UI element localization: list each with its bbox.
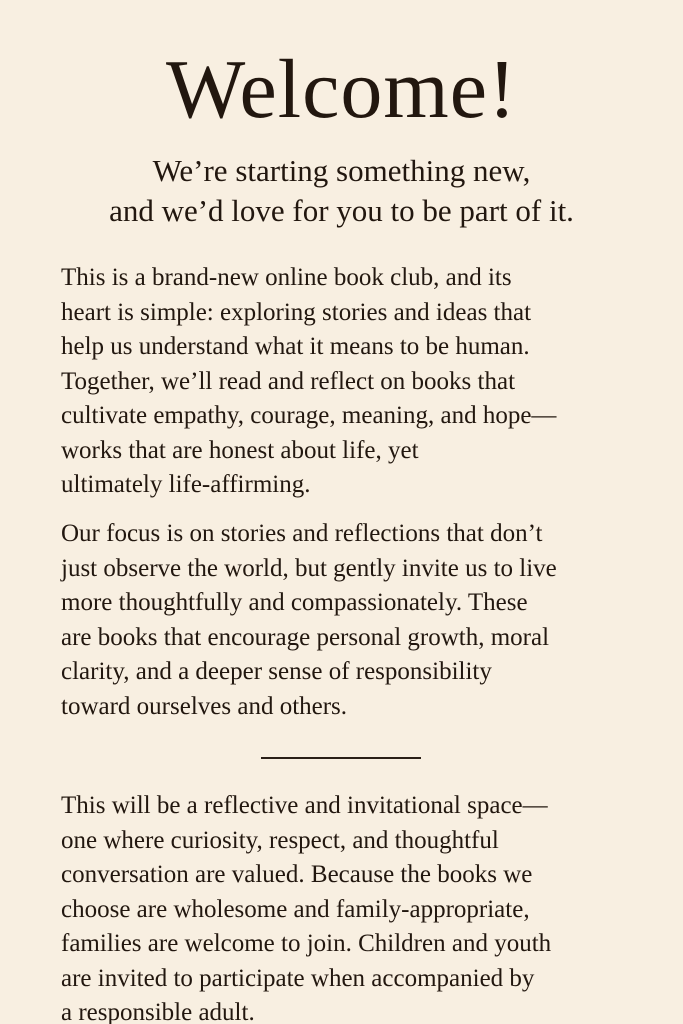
paragraph-line: choose are wholesome and family-appropriate, xyxy=(61,895,530,923)
paragraph-line: Our focus is on stories and reflections that don’t xyxy=(61,520,543,547)
paragraph-line: ultimately life-affirming. xyxy=(61,471,311,498)
paragraph-line: help us understand what it means to be human. xyxy=(61,333,530,360)
paragraph-line: families are welcome to join. Children and youth xyxy=(61,930,552,957)
intro-paragraph xyxy=(61,261,661,503)
focus-paragraph xyxy=(61,517,661,724)
paragraph-line: just observe the world, but gently invite us to live xyxy=(61,554,557,582)
paragraph-line: are invited to participate when accompanied by xyxy=(61,964,535,992)
paragraph-line: cultivate empathy, courage, meaning, and hope— xyxy=(61,402,557,429)
paragraph-line: This will be a reflective and invitational space— xyxy=(61,792,548,819)
paragraph-line: works that are honest about life, yet xyxy=(61,436,419,464)
subtitle-line: and we’d love for you to be part of it. xyxy=(109,193,574,228)
subtitle xyxy=(0,151,683,231)
page-title: Welcome! xyxy=(165,43,518,136)
community-paragraph xyxy=(61,789,661,1024)
paragraph-line: conversation are valued. Because the books we xyxy=(61,861,533,888)
paragraph-line: This is a brand-new online book club, and its xyxy=(61,264,512,291)
paragraph-line: are books that encourage personal growth, moral xyxy=(61,623,550,651)
section-divider xyxy=(261,757,421,759)
paragraph-line: one where curiosity, respect, and thoughtful xyxy=(61,826,499,854)
paragraph-line: more thoughtfully and compassionately. These xyxy=(61,589,528,616)
paragraph-line: clarity, and a deeper sense of responsibility xyxy=(61,658,492,685)
paragraph-line: Together, we’ll read and reflect on books that xyxy=(61,367,516,395)
paragraph-line: toward ourselves and others. xyxy=(61,692,348,720)
paragraph-line: a responsible adult. xyxy=(61,999,255,1024)
subtitle-line: We’re starting something new, xyxy=(152,153,531,188)
paragraph-line: heart is simple: exploring stories and ideas that xyxy=(61,298,532,326)
